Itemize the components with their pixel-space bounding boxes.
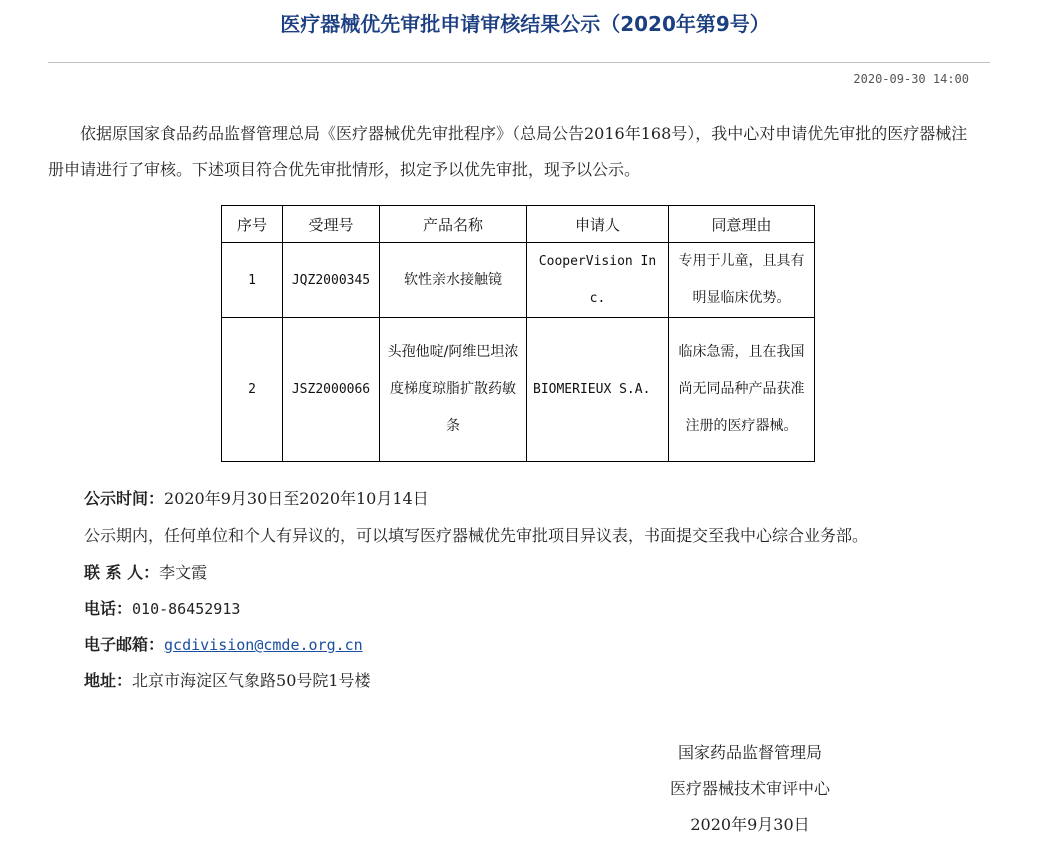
intro-paragraph: 依据原国家食品药品监督管理总局《医疗器械优先审批程序》（总局公告2016年168号），我中心对申请优先审批的医疗器械注册申请进行了审核。下述项目符合优先审批情形，拟定予以优先审批，现予以公示。 bbox=[48, 124, 968, 179]
phone bbox=[84, 596, 240, 619]
period-label: 公示时间： bbox=[84, 489, 165, 508]
priority-review-table bbox=[221, 205, 815, 462]
phone-label: 电话： bbox=[84, 599, 133, 618]
address bbox=[84, 668, 371, 691]
period-value: 2020年9月30日至2020年10月14日 bbox=[164, 489, 429, 508]
signature-date: 2020年9月30日 bbox=[690, 815, 810, 834]
col-header-product: 产品名称 bbox=[380, 206, 527, 243]
signature-org-1: 国家药品监督管理局 bbox=[677, 743, 822, 762]
col-header-applicant: 申请人 bbox=[527, 206, 669, 243]
table-row bbox=[222, 243, 815, 318]
row-reason: 专用于儿童，且具有明显临床优势。 bbox=[669, 243, 815, 318]
row-product: 软性亲水接触镜 bbox=[380, 243, 527, 318]
address-value: 北京市海淀区气象路50号院1号楼 bbox=[132, 671, 371, 690]
contact-value: 李文霞 bbox=[159, 563, 208, 582]
title-divider bbox=[48, 62, 990, 63]
row-code: JSZ2000066 bbox=[283, 318, 380, 462]
row-reason: 临床急需，且在我国尚无同品种产品获准注册的医疗器械。 bbox=[669, 318, 815, 462]
row-applicant: CooperVision Inc. bbox=[527, 243, 669, 318]
phone-value: 010-86452913 bbox=[132, 600, 241, 618]
table-row bbox=[222, 318, 815, 462]
signature-org-2: 医疗器械技术审评中心 bbox=[669, 779, 830, 798]
row-no: 1 bbox=[222, 243, 283, 318]
contact-person bbox=[84, 560, 207, 583]
page-title: 医疗器械优先审批申请审核结果公示（2020年第9号） bbox=[280, 12, 770, 36]
email-label: 电子邮箱： bbox=[84, 635, 165, 654]
row-product: 头孢他啶/阿维巴坦浓度梯度琼脂扩散药敏条 bbox=[380, 318, 527, 462]
email-link[interactable]: gcdivision@cmde.org.cn bbox=[164, 636, 363, 654]
col-header-reason: 同意理由 bbox=[669, 206, 815, 243]
row-no: 2 bbox=[222, 318, 283, 462]
row-applicant: BIOMERIEUX S.A. bbox=[527, 318, 669, 462]
row-code: JQZ2000345 bbox=[283, 243, 380, 318]
address-label: 地址： bbox=[84, 671, 133, 690]
contact-label: 联 系 人： bbox=[84, 563, 160, 582]
email bbox=[84, 632, 363, 655]
notice-period bbox=[84, 486, 429, 509]
col-header-code: 受理号 bbox=[283, 206, 380, 243]
objection-text: 公示期内，任何单位和个人有异议的，可以填写医疗器械优先审批项目异议表，书面提交至我中心综合业务部。 bbox=[84, 526, 869, 545]
table-header-row bbox=[222, 206, 815, 243]
publish-datetime: 2020-09-30 14:00 bbox=[853, 72, 969, 86]
col-header-no: 序号 bbox=[222, 206, 283, 243]
